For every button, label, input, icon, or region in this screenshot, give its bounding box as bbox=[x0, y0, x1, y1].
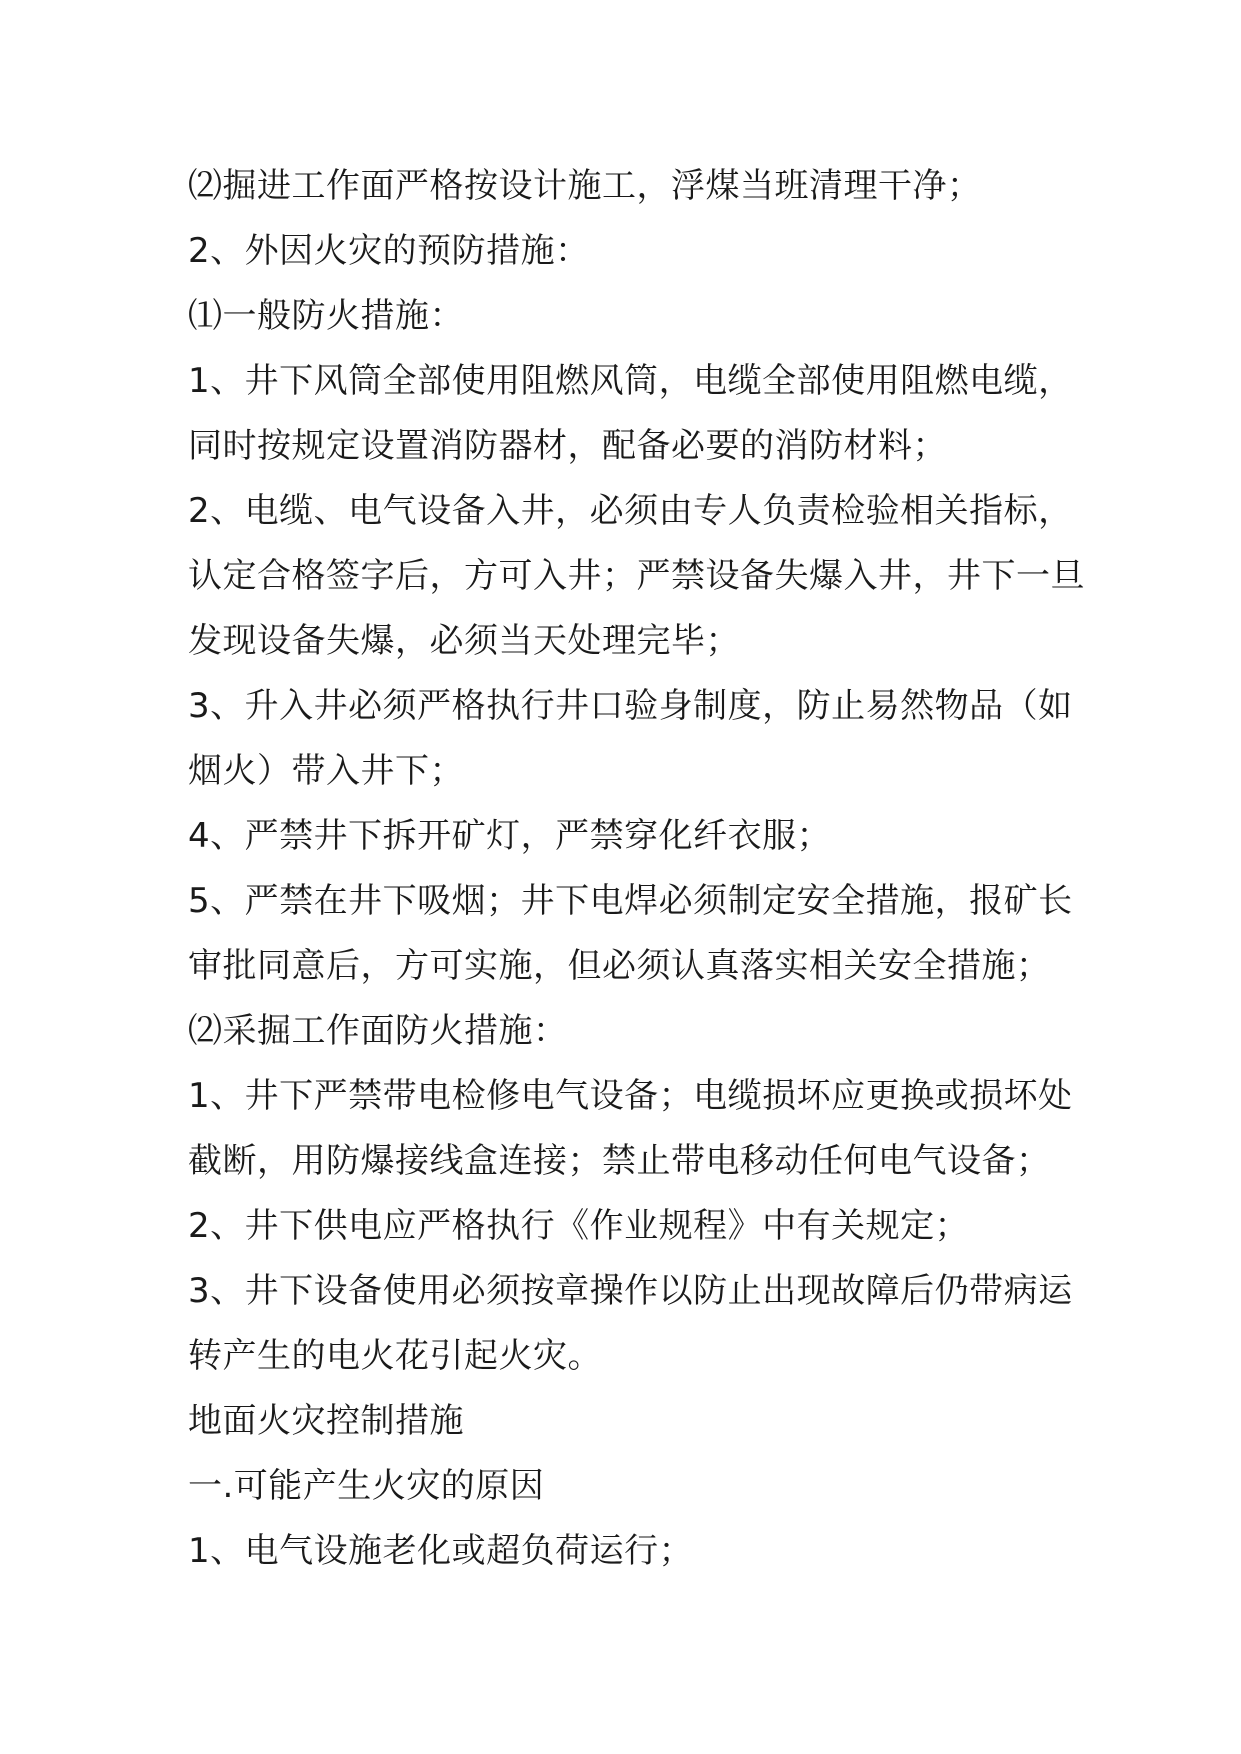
text-line: 1、井下风筒全部使用阻燃风筒，电缆全部使用阻燃电缆， bbox=[188, 361, 1073, 401]
subsection-heading: 一.可能产生火灾的原因 bbox=[188, 1466, 545, 1506]
section-heading: 地面火灾控制措施 bbox=[188, 1401, 464, 1441]
text-line: ⑴一般防火措施： bbox=[188, 296, 464, 336]
text-line: 2、电缆、电气设备入井，必须由专人负责检验相关指标， bbox=[188, 491, 1073, 531]
text-line: ⑵掘进工作面严格按设计施工，浮煤当班清理干净； bbox=[188, 166, 982, 206]
text-line: 截断，用防爆接线盒连接；禁止带电移动任何电气设备； bbox=[188, 1141, 1051, 1181]
text-line: 烟火）带入井下； bbox=[188, 751, 464, 791]
document-body bbox=[188, 154, 1085, 1584]
text-line: 审批同意后，方可实施，但必须认真落实相关安全措施； bbox=[188, 946, 1051, 986]
text-line: 发现设备失爆，必须当天处理完毕； bbox=[188, 621, 740, 661]
text-line: 2、井下供电应严格执行《作业规程》中有关规定； bbox=[188, 1206, 970, 1246]
text-line: 3、升入井必须严格执行井口验身制度，防止易然物品（如 bbox=[188, 686, 1073, 726]
text-line: 5、严禁在井下吸烟；井下电焊必须制定安全措施，报矿长 bbox=[188, 881, 1073, 921]
text-line: 4、严禁井下拆开矿灯，严禁穿化纤衣服； bbox=[188, 816, 832, 856]
text-line: 1、电气设施老化或超负荷运行； bbox=[188, 1531, 694, 1571]
text-line: 3、井下设备使用必须按章操作以防止出现故障后仍带病运 bbox=[188, 1271, 1073, 1311]
text-line: ⑵采掘工作面防火措施： bbox=[188, 1011, 568, 1051]
text-line: 1、井下严禁带电检修电气设备；电缆损坏应更换或损坏处 bbox=[188, 1076, 1073, 1116]
text-line: 认定合格签字后，方可入井；严禁设备失爆入井，井下一旦 bbox=[188, 556, 1085, 596]
text-line: 2、外因火灾的预防措施： bbox=[188, 231, 590, 271]
text-line: 转产生的电火花引起火灾。 bbox=[188, 1336, 602, 1376]
text-line: 同时按规定设置消防器材，配备必要的消防材料； bbox=[188, 426, 947, 466]
